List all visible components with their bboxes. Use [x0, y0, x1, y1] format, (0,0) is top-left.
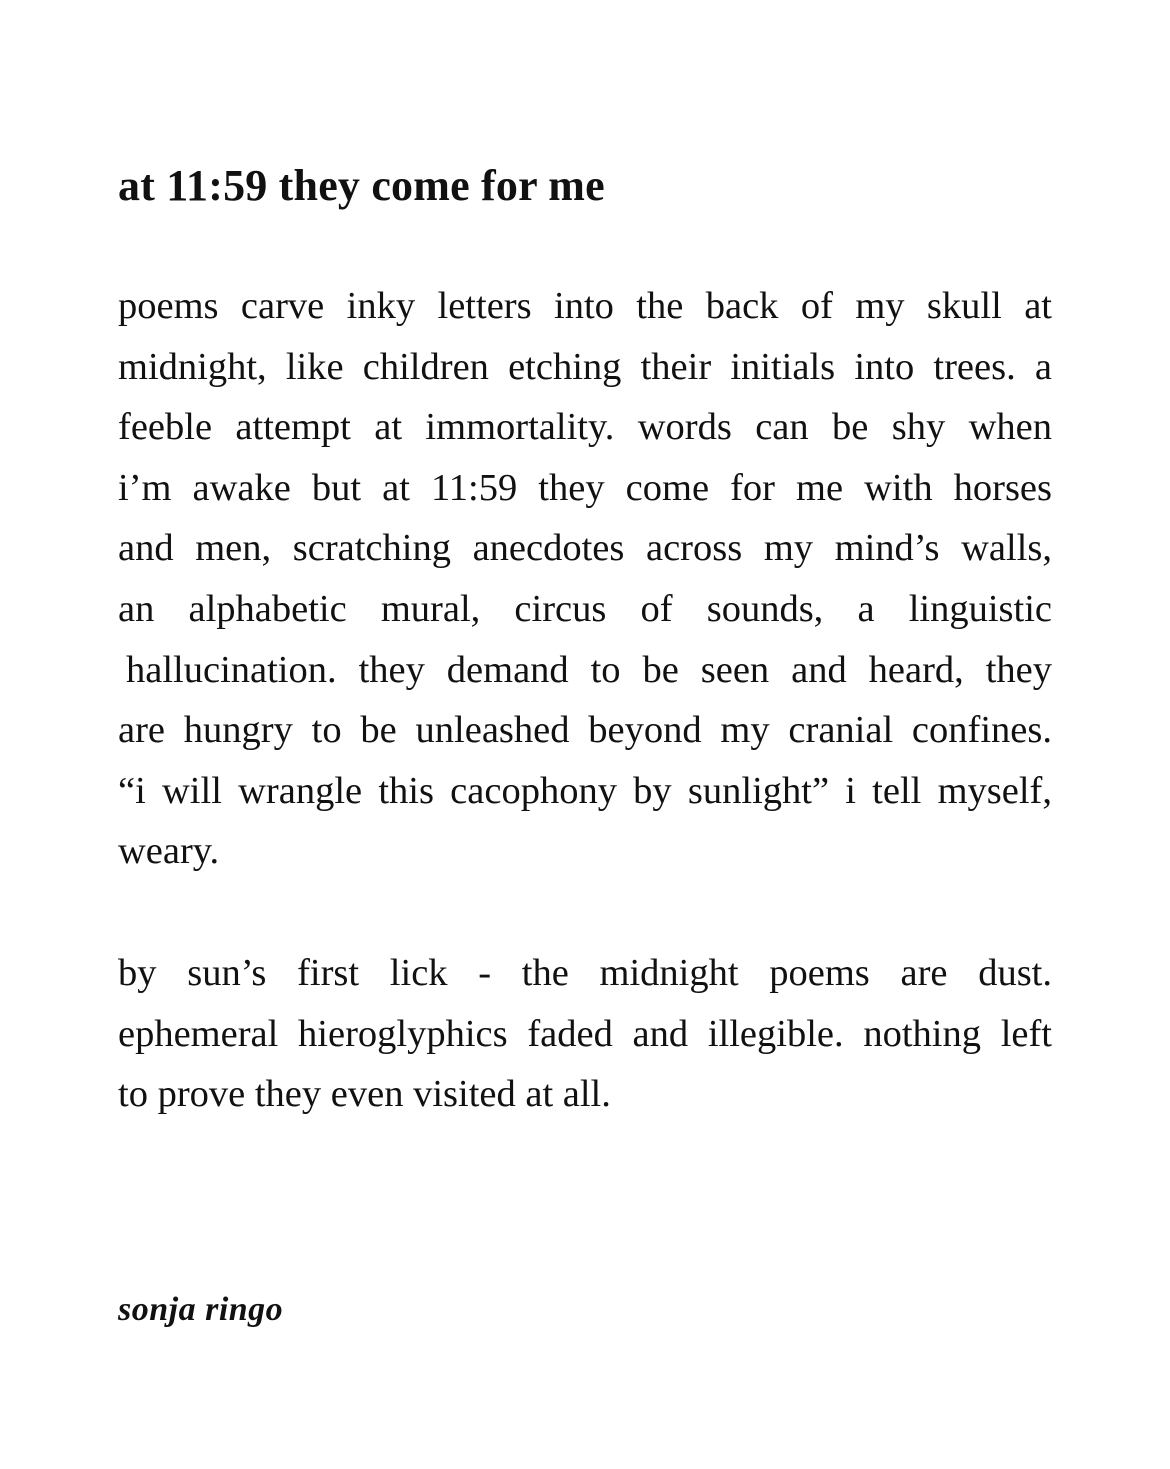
stanza-1-line: “i will wrangle this cacophony by sunlight” i tell myself, [118, 769, 1052, 812]
stanza-2-line: ephemeral hieroglyphics faded and illegible. nothing left [118, 1012, 1052, 1055]
stanza-1-line: i’m awake but at 11:59 they come for me with horses [118, 466, 1052, 509]
stanza-1 [118, 276, 1052, 882]
stanza-2-line: by sun’s first lick - the midnight poems are dust. [118, 952, 1052, 994]
stanza-2 [118, 943, 1052, 1125]
stanza-1-line: are hungry to be unleashed beyond my cranial confines. [118, 709, 1052, 752]
stanza-1-line: an alphabetic mural, circus of sounds, a linguistic [118, 587, 1052, 630]
stanza-1-line: and men, scratching anecdotes across my mind’s walls, [118, 527, 1052, 570]
poem-title: at 11:59 they come for me [118, 161, 605, 210]
stanza-1-line: feeble attempt at immortality. words can be shy when [118, 406, 1052, 449]
stanza-1-line: poems carve inky letters into the back of my skull at [118, 285, 1052, 327]
stanza-2-line: to prove they even visited at all. [118, 1073, 611, 1116]
author-signature: sonja ringo [118, 1291, 284, 1328]
stanza-1-line: hallucination. they demand to be seen and heard, they [126, 648, 1052, 691]
stanza-1-line: weary. [118, 830, 220, 873]
stanza-1-line: midnight, like children etching their initials into trees. a [118, 345, 1052, 388]
